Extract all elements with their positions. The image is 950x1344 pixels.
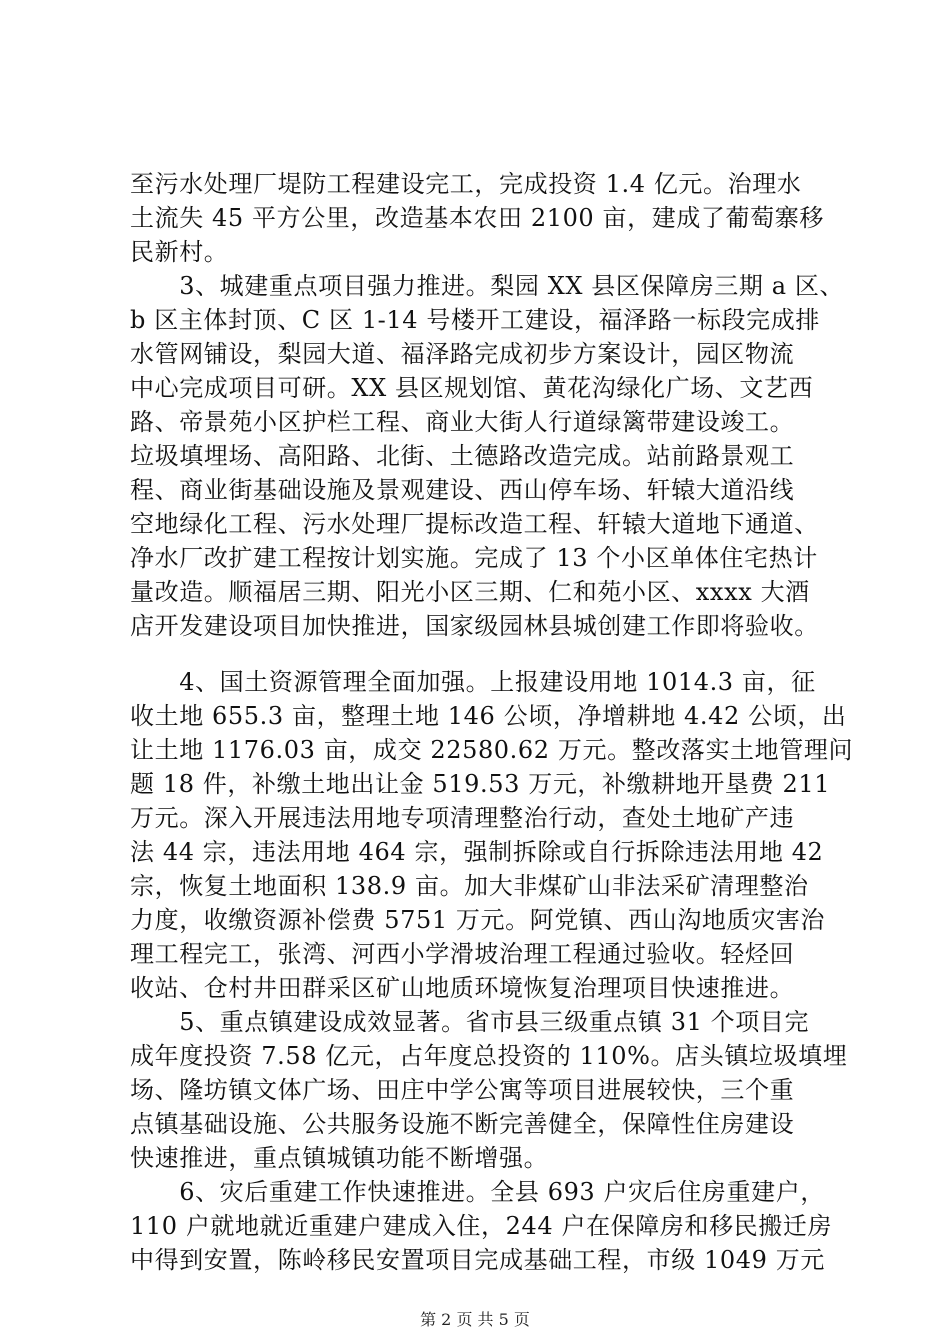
text-line: 路、帝景苑小区护栏工程、商业大街人行道绿篱带建设竣工。 [130, 408, 795, 436]
text-line: 水管网铺设，梨园大道、福泽路完成初步方案设计，园区物流 [130, 340, 795, 368]
text-line: 收站、仓村井田群采区矿山地质环境恢复治理项目快速推进。 [130, 974, 795, 1002]
text-line: 6、灾后重建工作快速推进。全县 693 户灾后住房重建户， [130, 1178, 825, 1206]
text-line: 程、商业街基础设施及景观建设、西山停车场、轩辕大道沿线 [130, 476, 795, 504]
text-line: 法 44 宗，违法用地 464 宗，强制拆除或自行拆除违法用地 42 [130, 838, 824, 866]
text-line: 土流失 45 平方公里，改造基本农田 2100 亩，建成了葡萄寨移 [130, 204, 824, 232]
text-line: 中得到安置，陈岭移民安置项目完成基础工程，市级 1049 万元 [130, 1246, 825, 1274]
text-line: 让土地 1176.03 亩，成交 22580.62 万元。整改落实土地管理问 [130, 736, 854, 764]
text-line: 中心完成项目可研。XX 县区规划馆、黄花沟绿化广场、文艺西 [130, 374, 814, 402]
text-line: 净水厂改扩建工程按计划实施。完成了 13 个小区单体住宅热计 [130, 544, 818, 572]
text-line: 垃圾填埋场、高阳路、北街、土德路改造完成。站前路景观工 [130, 442, 795, 470]
text-line: 4、国土资源管理全面加强。上报建设用地 1014.3 亩，征 [130, 668, 816, 696]
page-footer: 第 2 页 共 5 页 [420, 1310, 530, 1329]
text-line: 量改造。顺福居三期、阳光小区三期、仁和苑小区、xxxx 大酒 [130, 578, 810, 606]
text-line: 3、城建重点项目强力推进。梨园 XX 县区保障房三期 a 区、 [130, 272, 845, 300]
text-line: 场、隆坊镇文体广场、田庄中学公寓等项目进展较快，三个重 [130, 1076, 795, 1104]
text-line: 点镇基础设施、公共服务设施不断完善健全，保障性住房建设 [130, 1110, 795, 1138]
text-line: 店开发建设项目加快推进，国家级园林县城创建工作即将验收。 [130, 612, 819, 640]
text-line: 至污水处理厂堤防工程建设完工，完成投资 1.4 亿元。治理水 [130, 170, 802, 198]
text-line: 题 18 件，补缴土地出让金 519.53 万元，补缴耕地开垦费 211 [130, 770, 831, 798]
text-line: 空地绿化工程、污水处理厂提标改造工程、轩辕大道地下通道、 [130, 510, 819, 538]
text-line: 力度，收缴资源补偿费 5751 万元。阿党镇、西山沟地质灾害治 [130, 906, 825, 934]
text-line: 民新村。 [130, 238, 229, 266]
text-line: 理工程完工，张湾、河西小学滑坡治理工程通过验收。轻烃回 [130, 940, 795, 968]
text-line: 万元。深入开展违法用地专项清理整治行动，查处土地矿产违 [130, 804, 795, 832]
text-line: 成年度投资 7.58 亿元，占年度总投资的 110%。店头镇垃圾填埋 [130, 1042, 848, 1070]
text-line: 快速推进，重点镇城镇功能不断增强。 [130, 1144, 549, 1172]
text-line: b 区主体封顶、C 区 1-14 号楼开工建设，福泽路一标段完成排 [130, 306, 820, 334]
text-line: 收土地 655.3 亩，整理土地 146 公顷，净增耕地 4.42 公顷，出 [130, 702, 847, 730]
text-line: 110 户就地就近重建户建成入住，244 户在保障房和移民搬迁房 [130, 1212, 833, 1240]
text-line: 宗，恢复土地面积 138.9 亩。加大非煤矿山非法采矿清理整治 [130, 872, 809, 900]
text-line: 5、重点镇建设成效显著。省市县三级重点镇 31 个项目完 [130, 1008, 810, 1036]
